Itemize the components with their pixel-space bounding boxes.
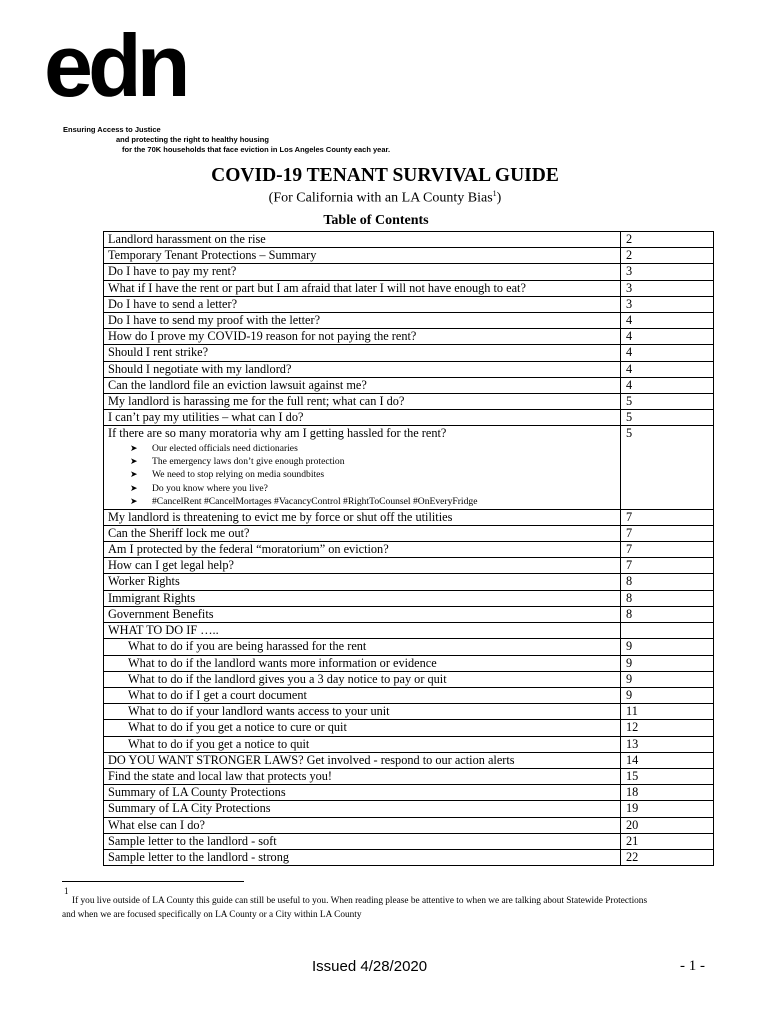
toc-row[interactable]: [104, 313, 714, 329]
toc-row[interactable]: [104, 345, 714, 361]
toc-row[interactable]: [104, 606, 714, 622]
toc-entry[interactable]: What else can I do?: [104, 817, 621, 833]
toc-row[interactable]: [104, 785, 714, 801]
toc-entry[interactable]: Immigrant Rights: [104, 590, 621, 606]
toc-entry[interactable]: Should I negotiate with my landlord?: [104, 361, 621, 377]
toc-row[interactable]: [104, 296, 714, 312]
toc-entry[interactable]: Sample letter to the landlord - strong: [104, 849, 621, 865]
toc-entry[interactable]: What to do if you are being harassed for the rent: [104, 639, 621, 655]
footnote-line-2: and when we are focused specifically on LA County or a City within LA County: [62, 910, 362, 920]
toc-page: 9: [621, 655, 714, 671]
toc-row[interactable]: [104, 687, 714, 703]
toc-entry[interactable]: Landlord harassment on the rise: [104, 232, 621, 248]
toc-row[interactable]: [104, 410, 714, 426]
toc-page: 11: [621, 704, 714, 720]
toc-page: 9: [621, 639, 714, 655]
toc-page: 3: [621, 296, 714, 312]
toc-entry[interactable]: Summary of LA City Protections: [104, 801, 621, 817]
toc-page: 5: [621, 426, 714, 509]
toc-row[interactable]: [104, 671, 714, 687]
toc-row[interactable]: [104, 720, 714, 736]
toc-entry[interactable]: My landlord is threatening to evict me by force or shut off the utilities: [104, 509, 621, 525]
toc-entry[interactable]: I can’t pay my utilities – what can I do?: [104, 410, 621, 426]
toc-page: 8: [621, 606, 714, 622]
toc-entry[interactable]: What to do if you get a notice to cure or quit: [104, 720, 621, 736]
toc-entry[interactable]: How do I prove my COVID-19 reason for not paying the rent?: [104, 329, 621, 345]
toc-page: 2: [621, 248, 714, 264]
footnote-text: [62, 894, 742, 922]
toc-row[interactable]: [104, 833, 714, 849]
toc-entry[interactable]: Summary of LA County Protections: [104, 785, 621, 801]
toc-row[interactable]: [104, 623, 714, 639]
toc-page: 19: [621, 801, 714, 817]
toc-row[interactable]: [104, 509, 714, 525]
toc-entry[interactable]: My landlord is harassing me for the full rent; what can I do?: [104, 394, 621, 410]
toc-page: 20: [621, 817, 714, 833]
tagline-line-3: for the 70K households that face eviction in Los Angeles County each year.: [122, 145, 391, 154]
toc-row[interactable]: [104, 558, 714, 574]
toc-page: 7: [621, 509, 714, 525]
toc-entry[interactable]: Government Benefits: [104, 606, 621, 622]
edn-logo: edn: [44, 16, 186, 115]
toc-row[interactable]: [104, 655, 714, 671]
toc-entry[interactable]: Sample letter to the landlord - soft: [104, 833, 621, 849]
toc-page: 8: [621, 574, 714, 590]
toc-page: 21: [621, 833, 714, 849]
toc-row[interactable]: [104, 426, 714, 509]
toc-entry[interactable]: What to do if I get a court document: [104, 687, 621, 703]
toc-row[interactable]: [104, 590, 714, 606]
toc-page: 13: [621, 736, 714, 752]
toc-page: 22: [621, 849, 714, 865]
toc-row[interactable]: [104, 849, 714, 865]
toc-page: 4: [621, 329, 714, 345]
toc-row[interactable]: [104, 817, 714, 833]
toc-row[interactable]: [104, 264, 714, 280]
toc-bullet: ➤ The emergency laws don’t give enough protection: [108, 455, 616, 468]
toc-row[interactable]: [104, 704, 714, 720]
toc-entry[interactable]: Can the landlord file an eviction lawsuit against me?: [104, 377, 621, 393]
toc-row[interactable]: [104, 377, 714, 393]
arrow-bullet-icon: ➤: [130, 442, 138, 453]
arrow-bullet-icon: ➤: [130, 456, 138, 467]
toc-row[interactable]: [104, 525, 714, 541]
toc-entry[interactable]: [104, 426, 621, 509]
toc-row[interactable]: [104, 639, 714, 655]
page-number: - 1 -: [680, 958, 705, 974]
toc-page: 5: [621, 394, 714, 410]
toc-entry[interactable]: Worker Rights: [104, 574, 621, 590]
footnote-ref[interactable]: 1: [492, 189, 497, 198]
toc-entry[interactable]: What to do if you get a notice to quit: [104, 736, 621, 752]
toc-page: 7: [621, 542, 714, 558]
toc-row[interactable]: [104, 329, 714, 345]
toc-entry[interactable]: Temporary Tenant Protections – Summary: [104, 248, 621, 264]
toc-bullet: ➤ Do you know where you live?: [108, 482, 616, 495]
toc-entry[interactable]: What to do if the landlord gives you a 3 day notice to pay or quit: [104, 671, 621, 687]
toc-page: 5: [621, 410, 714, 426]
toc-bullet: ➤ #CancelRent #CancelMortages #VacancyControl #RightToCounsel #OnEveryFridge: [108, 495, 616, 508]
toc-row[interactable]: [104, 752, 714, 768]
toc-row[interactable]: [104, 736, 714, 752]
toc-row[interactable]: [104, 232, 714, 248]
toc-page: 4: [621, 377, 714, 393]
arrow-bullet-icon: ➤: [130, 482, 138, 493]
toc-page: 9: [621, 687, 714, 703]
toc-page: 12: [621, 720, 714, 736]
footnote-number: 1: [64, 886, 69, 896]
toc-table: [103, 231, 714, 866]
toc-entry[interactable]: Do I have to send my proof with the letter?: [104, 313, 621, 329]
issued-date: Issued 4/28/2020: [312, 958, 428, 975]
toc-row[interactable]: [104, 768, 714, 784]
toc-row[interactable]: [104, 574, 714, 590]
toc-page: 4: [621, 361, 714, 377]
toc-entry-label: If there are so many moratoria why am I getting hassled for the rent?: [108, 426, 447, 441]
toc-entry[interactable]: What to do if your landlord wants access to your unit: [104, 704, 621, 720]
toc-row[interactable]: [104, 542, 714, 558]
tagline-line-1: Ensuring Access to Justice: [63, 125, 161, 134]
tagline-line-2: and protecting the right to healthy housing: [116, 135, 269, 144]
toc-page: 9: [621, 671, 714, 687]
toc-page: 3: [621, 280, 714, 296]
toc-page: 14: [621, 752, 714, 768]
arrow-bullet-icon: ➤: [130, 496, 138, 507]
toc-page: 4: [621, 313, 714, 329]
toc-entry[interactable]: Do I have to send a letter?: [104, 296, 621, 312]
toc-page: 7: [621, 558, 714, 574]
toc-entry[interactable]: Should I rent strike?: [104, 345, 621, 361]
footnote-line-1: If you live outside of LA County this guide can still be useful to you. When reading please be attentive to when we are talking about Statewide Protections: [72, 896, 648, 906]
toc-heading: Table of Contents: [323, 213, 429, 228]
toc-row[interactable]: [104, 248, 714, 264]
toc-row[interactable]: [104, 801, 714, 817]
page-subtitle: (For California with an LA County Bias$^1$): [268, 189, 502, 206]
toc-row[interactable]: [104, 280, 714, 296]
toc-entry[interactable]: Am I protected by the federal “moratorium” on eviction?: [104, 542, 621, 558]
toc-page: [621, 623, 714, 639]
toc-entry[interactable]: Find the state and local law that protects you!: [104, 768, 621, 784]
toc-entry[interactable]: DO YOU WANT STRONGER LAWS? Get involved - respond to our action alerts: [104, 752, 621, 768]
toc-page: 18: [621, 785, 714, 801]
toc-entry[interactable]: What if I have the rent or part but I am afraid that later I will not have enough to eat?: [104, 280, 621, 296]
toc-entry[interactable]: WHAT TO DO IF …..: [104, 623, 621, 639]
toc-page: 2: [621, 232, 714, 248]
toc-page: 8: [621, 590, 714, 606]
toc-bullet: ➤ We need to stop relying on media soundbites: [108, 468, 616, 481]
toc-page: 4: [621, 345, 714, 361]
toc-page: 3: [621, 264, 714, 280]
toc-entry[interactable]: How can I get legal help?: [104, 558, 621, 574]
page-title: COVID-19 TENANT SURVIVAL GUIDE: [211, 165, 559, 186]
toc-entry[interactable]: Can the Sheriff lock me out?: [104, 525, 621, 541]
toc-page: 7: [621, 525, 714, 541]
arrow-bullet-icon: ➤: [130, 469, 138, 480]
toc-page: 15: [621, 768, 714, 784]
toc-bullet: ➤ Our elected officials need dictionaries: [108, 442, 616, 455]
toc-entry[interactable]: Do I have to pay my rent?: [104, 264, 621, 280]
toc-row[interactable]: [104, 361, 714, 377]
toc-entry[interactable]: What to do if the landlord wants more information or evidence: [104, 655, 621, 671]
footnote-divider: [62, 881, 244, 882]
toc-row[interactable]: [104, 394, 714, 410]
